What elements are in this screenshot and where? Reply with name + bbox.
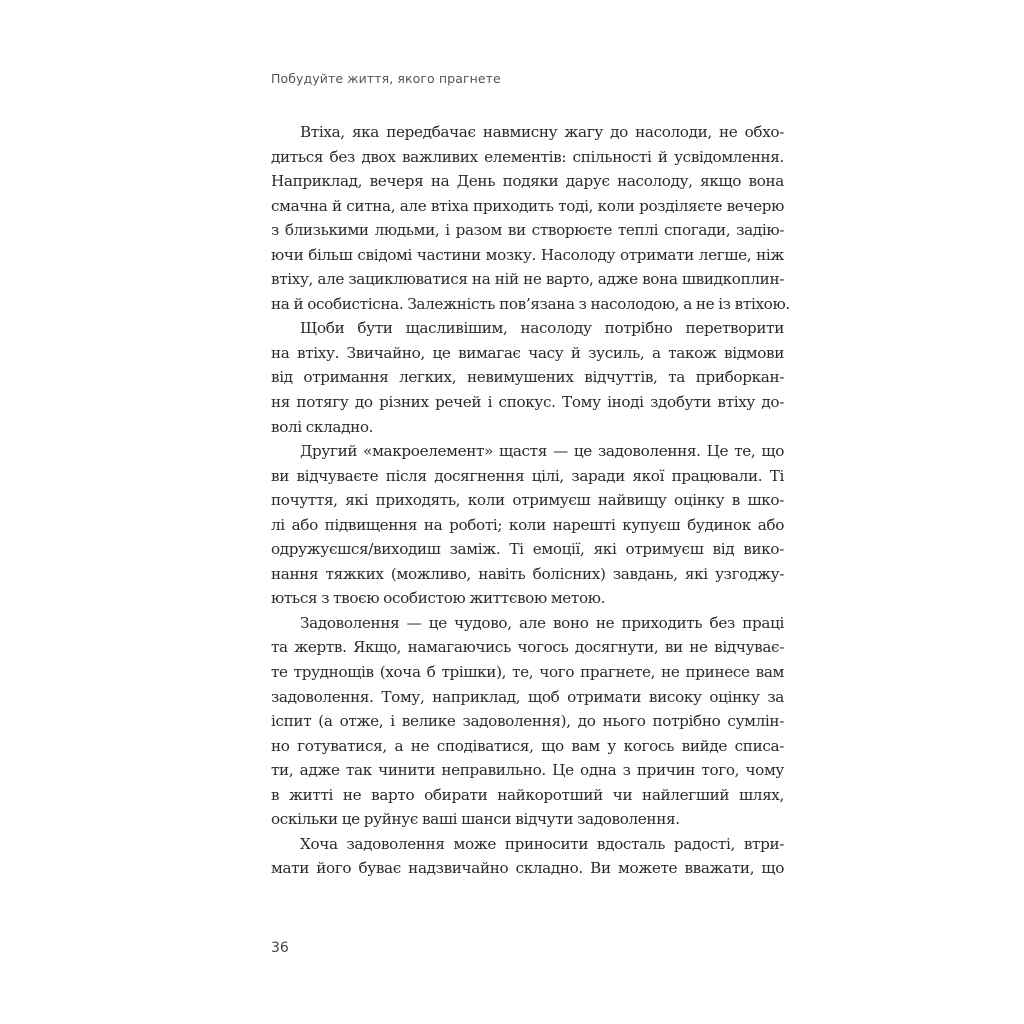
paragraph — [271, 611, 784, 832]
paragraph — [271, 120, 790, 316]
page-number: 36 — [271, 940, 289, 956]
text-line: смачна й ситна, але втіха приходить тоді, коли розділяєте вечерю — [271, 196, 784, 215]
text-line: Задоволення — це чудово, але воно не приходить без праці — [300, 613, 784, 632]
text-line: ються з твоєю особистою життєвою метою. — [271, 589, 606, 608]
text-line: Другий «макроелемент» щастя — це задоволення. Це те, що — [300, 442, 784, 461]
text-line: оскільки це руйнує ваші шанси відчути задоволення. — [271, 810, 680, 829]
text-line: почуття, які приходять, коли отримуєш найвищу оцінку в шко- — [271, 491, 784, 510]
text-line: ня потягу до різних речей і спокус. Тому іноді здобути втіху до- — [271, 393, 784, 412]
text-line: в житті не варто обирати найкоротший чи найлегший шлях, — [271, 785, 784, 804]
text-line: те труднощів (хоча б трішки), те, чого прагнете, не принесе вам — [271, 663, 784, 682]
text-line: на й особистісна. Залежність пов’язана з насолодою, а не із втіхою. — [271, 294, 790, 313]
running-header-title: Побудуйте життя, якого прагнете — [271, 71, 501, 86]
text-line: Щоби бути щасливішим, насолоду потрібно перетворити — [300, 319, 784, 338]
paragraph — [271, 316, 784, 439]
paragraph — [271, 832, 784, 881]
text-line: ючи більш свідомі частини мозку. Насолоду отримати легше, ніж — [271, 245, 784, 264]
text-line: на втіху. Звичайно, це вимагає часу й зусиль, а також відмови — [271, 343, 784, 362]
text-line: з близькими людьми, і разом ви створюєте теплі спогади, задію- — [271, 221, 784, 240]
text-line: ви відчуваєте після досягнення цілі, заради якої працювали. Ті — [271, 466, 784, 485]
text-line: Втіха, яка передбачає навмисну жагу до насолоди, не обхо- — [300, 123, 784, 141]
text-line: но готуватися, а не сподіватися, що вам у когось вийде списа- — [271, 736, 784, 755]
paragraph — [271, 439, 784, 611]
text-line: диться без двох важливих елементів: спільності й усвідомлення. — [271, 147, 784, 166]
text-line: Хоча задоволення може приносити вдосталь радості, втри- — [300, 834, 784, 853]
body-text — [271, 120, 790, 881]
text-line: іспит (а отже, і велике задоволення), до нього потрібно сумлін- — [271, 712, 784, 731]
text-line: ти, адже так чинити неправильно. Це одна з причин того, чому — [271, 761, 784, 780]
text-line: мати його буває надзвичайно складно. Ви можете вважати, що — [271, 859, 784, 878]
text-line: волі складно. — [271, 417, 374, 436]
text-line: задоволення. Тому, наприклад, щоб отримати високу оцінку за — [271, 687, 784, 706]
text-line: втіху, але зациклюватися на ній не варто, адже вона швидкоплин- — [271, 270, 784, 289]
text-line: одружуєшся/виходиш заміж. Ті емоції, які отримуєш від вико- — [271, 540, 784, 559]
text-line: нання тяжких (можливо, навіть болісних) завдань, які узгоджу- — [271, 564, 784, 583]
text-line: від отримання легких, невимушених відчуттів, та приборкан- — [271, 368, 784, 387]
text-line: лі або підвищення на роботі; коли нарешті купуєш будинок або — [271, 515, 784, 534]
text-line: та жертв. Якщо, намагаючись чогось досягнути, ви не відчуває- — [271, 638, 784, 657]
text-line: Наприклад, вечеря на День подяки дарує насолоду, якщо вона — [271, 172, 784, 191]
